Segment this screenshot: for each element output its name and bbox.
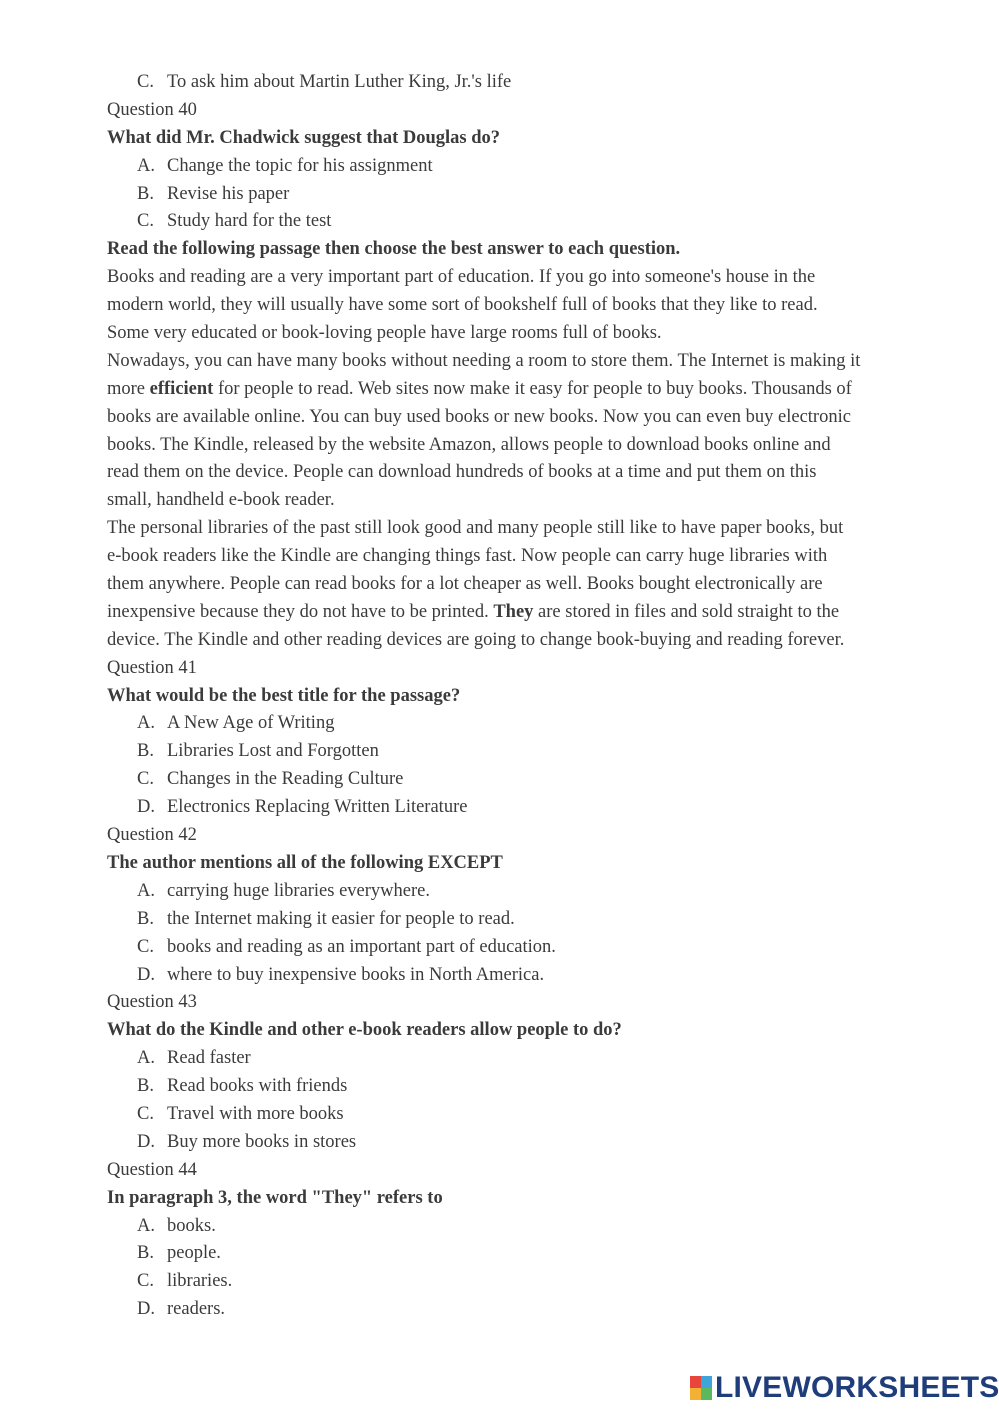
q43-option-b[interactable] <box>107 1073 937 1101</box>
question-43-prompt: What do the Kindle and other e-book readers allow people to do? <box>107 1020 622 1041</box>
option-letter: C. <box>137 1103 154 1124</box>
passage-line: e-book readers like the Kindle are changing things fast. Now people can carry huge libraries with <box>107 546 828 567</box>
logo-block-blue <box>701 1376 712 1388</box>
passage-paragraph-1 <box>107 264 937 348</box>
logo-block-green <box>701 1388 712 1400</box>
option-letter: B. <box>137 183 154 204</box>
q40-option-c[interactable] <box>107 208 937 236</box>
passage-text: are stored in files and sold straight to the <box>533 601 840 622</box>
option-text: A New Age of Writing <box>167 713 335 734</box>
q43-option-a[interactable] <box>107 1045 937 1073</box>
option-letter: C. <box>137 211 154 232</box>
q41-option-c[interactable] <box>107 766 937 794</box>
question-43-number: Question 43 <box>107 992 197 1013</box>
q40-option-a[interactable] <box>107 153 937 181</box>
option-letter: B. <box>137 1076 154 1097</box>
question-41-number: Question 41 <box>107 657 197 678</box>
passage-instruction: Read the following passage then choose the best answer to each question. <box>107 239 681 260</box>
option-letter: A. <box>137 880 155 901</box>
option-letter: B. <box>137 741 154 762</box>
option-text: people. <box>167 1243 221 1264</box>
q44-option-c[interactable] <box>107 1268 937 1296</box>
q41-option-d[interactable] <box>107 794 937 822</box>
passage-line: read them on the device. People can download hundreds of books at a time and put them on this <box>107 462 817 483</box>
passage-paragraph-3 <box>107 515 937 654</box>
logo-block-yellow <box>690 1388 701 1400</box>
liveworksheets-logo-icon <box>690 1376 712 1400</box>
option-text: Read faster <box>167 1048 251 1069</box>
passage-text: more <box>107 378 150 399</box>
passage-line: Books and reading are a very important part of education. If you go into someone's house in the <box>107 267 816 288</box>
option-text: Buy more books in stores <box>167 1131 357 1152</box>
option-text: Changes in the Reading Culture <box>167 769 404 790</box>
passage-paragraph-2 <box>107 348 937 515</box>
option-text: Revise his paper <box>167 183 290 204</box>
q40-option-b[interactable] <box>107 181 937 209</box>
option-text: Change the topic for his assignment <box>167 155 433 176</box>
option-letter: D. <box>137 1131 155 1152</box>
q44-option-d[interactable] <box>107 1296 937 1324</box>
option-text: books. <box>167 1215 216 1236</box>
highlighted-word-they: They <box>493 601 534 622</box>
question-42-prompt: The author mentions all of the following EXCEPT <box>107 852 503 873</box>
option-letter: C. <box>137 769 154 790</box>
option-letter: D. <box>137 964 155 985</box>
question-44-number: Question 44 <box>107 1159 197 1180</box>
q42-option-a[interactable] <box>107 878 937 906</box>
option-text: Electronics Replacing Written Literature <box>167 797 468 818</box>
option-text: Study hard for the test <box>167 211 332 232</box>
option-text: To ask him about Martin Luther King, Jr.'s life <box>167 72 512 92</box>
passage-line: modern world, they will usually have some sort of bookshelf full of books that they like to read. <box>107 295 818 316</box>
option-text: carrying huge libraries everywhere. <box>167 880 430 901</box>
option-text: Travel with more books <box>167 1103 344 1124</box>
q44-option-b[interactable] <box>107 1240 937 1268</box>
option-letter: C. <box>137 72 154 92</box>
passage-line: Some very educated or book-loving people have large rooms full of books. <box>107 323 662 344</box>
option-text: readers. <box>167 1299 226 1320</box>
passage-text: inexpensive because they do not have to be printed. <box>107 601 494 622</box>
passage-line: books. The Kindle, released by the website Amazon, allows people to download books online and <box>107 434 831 455</box>
passage-line: books are available online. You can buy used books or new books. Now you can even buy electronic <box>107 406 851 427</box>
q42-option-d[interactable] <box>107 962 937 990</box>
passage-line: The personal libraries of the past still look good and many people still like to have paper books, but <box>107 518 844 539</box>
question-41-prompt: What would be the best title for the passage? <box>107 685 461 706</box>
option-text: libraries. <box>167 1271 233 1292</box>
passage-line: Nowadays, you can have many books without needing a room to store them. The Internet is making it <box>107 350 861 371</box>
q43-option-c[interactable] <box>107 1101 937 1129</box>
passage-line <box>107 599 937 627</box>
q41-option-b[interactable] <box>107 738 937 766</box>
q39-option-c[interactable] <box>107 69 937 97</box>
option-letter: D. <box>137 797 155 818</box>
q42-option-b[interactable] <box>107 906 937 934</box>
option-letter: C. <box>137 1271 154 1292</box>
passage-line: them anywhere. People can read books for a lot cheaper as well. Books bought electronically are <box>107 574 823 595</box>
option-text: books and reading as an important part of education. <box>167 936 556 957</box>
question-42-number: Question 42 <box>107 825 197 846</box>
q43-option-d[interactable] <box>107 1129 937 1157</box>
option-letter: A. <box>137 1048 155 1069</box>
option-letter: A. <box>137 1215 155 1236</box>
option-letter: B. <box>137 908 154 929</box>
logo-text: LIVEWORKSHEETS <box>715 1371 999 1404</box>
passage-line: device. The Kindle and other reading devices are going to change book-buying and reading forever. <box>107 629 845 650</box>
q44-option-a[interactable] <box>107 1213 937 1241</box>
option-letter: B. <box>137 1243 154 1264</box>
passage-line <box>107 376 937 404</box>
option-text: where to buy inexpensive books in North America. <box>167 964 545 985</box>
worksheet-page <box>107 69 937 1324</box>
passage-text: for people to read. Web sites now make it easy for people to buy books. Thousands of <box>213 378 852 399</box>
logo-block-red <box>690 1376 701 1388</box>
option-letter: A. <box>137 713 155 734</box>
option-text: Read books with friends <box>167 1076 348 1097</box>
option-text: Libraries Lost and Forgotten <box>167 741 379 762</box>
option-letter: D. <box>137 1299 155 1320</box>
option-letter: C. <box>137 936 154 957</box>
liveworksheets-logo[interactable] <box>690 1372 999 1404</box>
q42-option-c[interactable] <box>107 934 937 962</box>
passage-line: small, handheld e-book reader. <box>107 490 335 511</box>
highlighted-word-efficient: efficient <box>149 378 214 399</box>
option-text: the Internet making it easier for people to read. <box>167 908 515 929</box>
option-letter: A. <box>137 155 155 176</box>
question-44-prompt: In paragraph 3, the word "They" refers to <box>107 1187 443 1208</box>
question-40-prompt: What did Mr. Chadwick suggest that Douglas do? <box>107 127 501 148</box>
question-40-number: Question 40 <box>107 99 197 120</box>
q41-option-a[interactable] <box>107 710 937 738</box>
